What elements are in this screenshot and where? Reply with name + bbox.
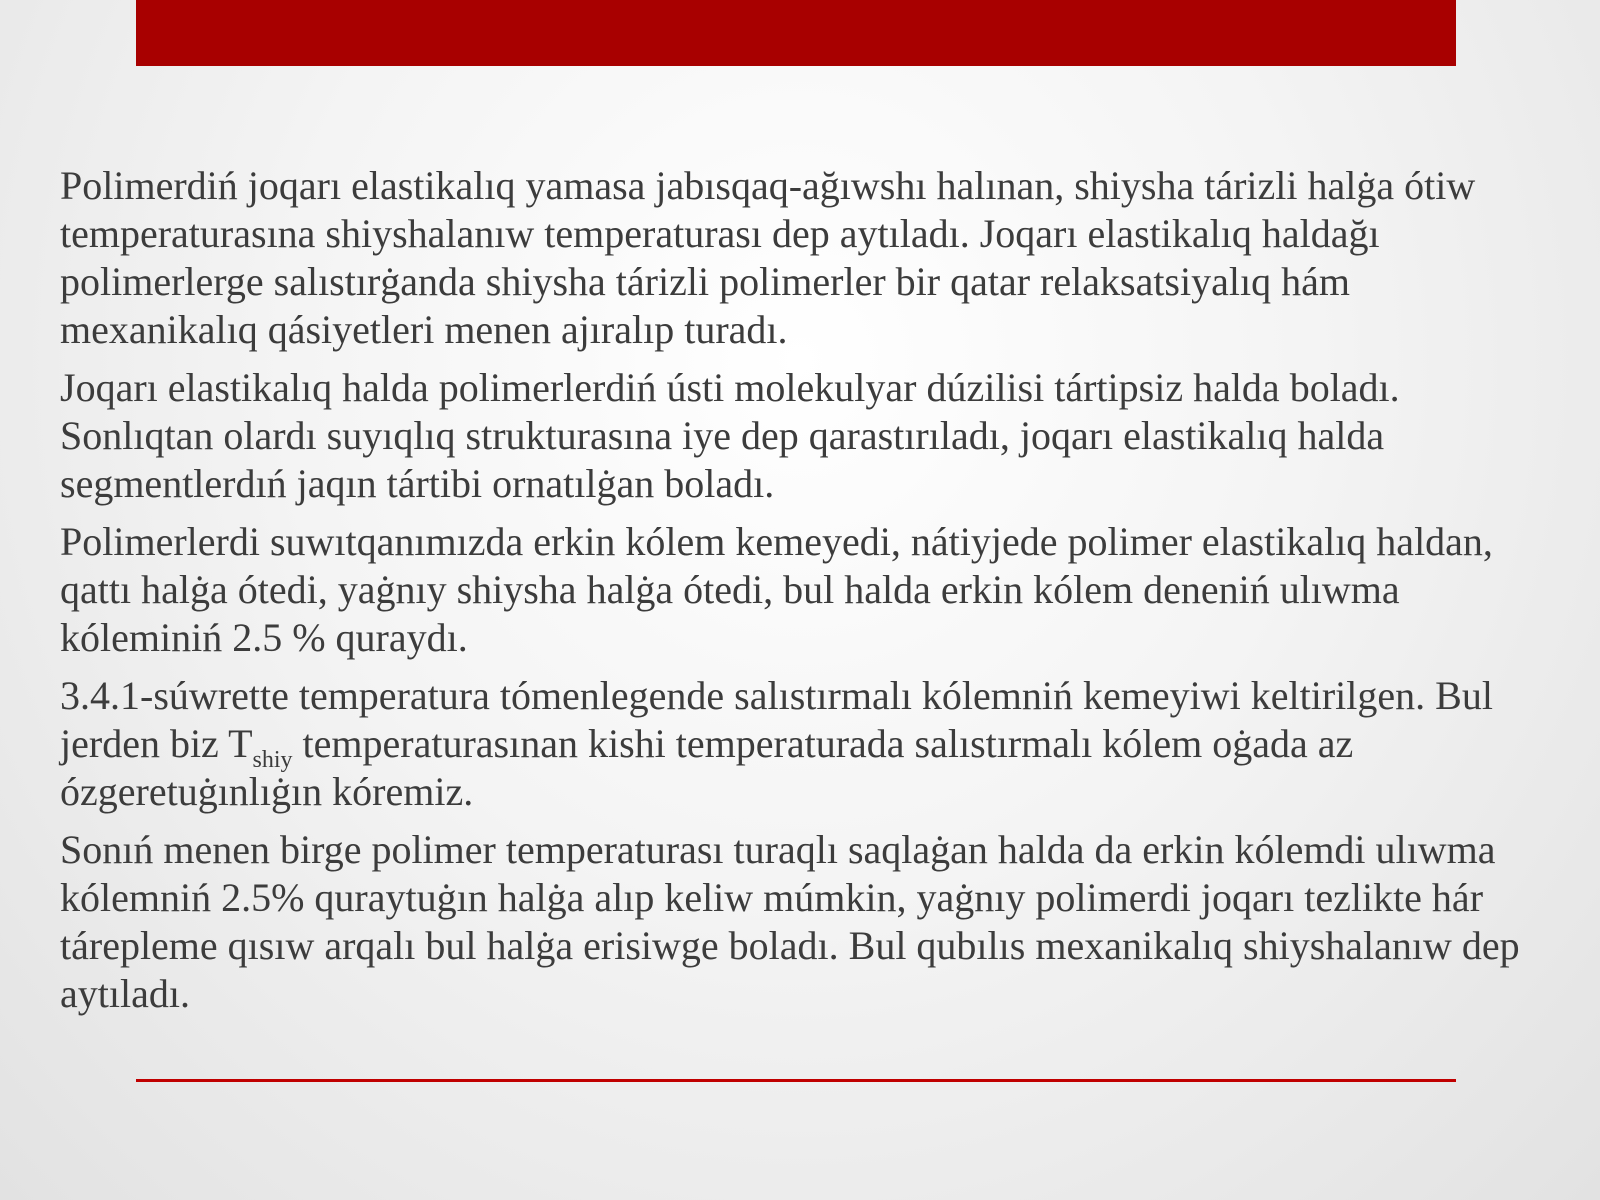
paragraph-4-part2: temperaturasınan kishi temperaturada salıstırmalı kólem oġada az ózgeretuġınlıġın kóremiz. (60, 721, 1354, 814)
title-bar (136, 0, 1456, 66)
body-text (60, 162, 1550, 1028)
bottom-divider (136, 1079, 1456, 1082)
paragraph-5: Sonıń menen birge polimer temperaturası turaqlı saqlaġan halda da erkin kólemdi ulıwma kólemniń 2.5% quraytuġın halġa alıp keliw múmkin, yaġnıy polimerdi joqarı tezlikte hár tárepleme qısıw arqalı bul halġa erisiwge boladı. Bul qubılıs mexanikalıq shiyshalanıw dep aytıladı. (60, 827, 1520, 1016)
paragraph-2: Joqarı elastikalıq halda polimerlerdiń ústi molekulyar dúzilisi tártipsiz halda boladı. Sonlıqtan olardı suyıqlıq strukturasına iye dep qarastırıladı, joqarı elastikalıq halda segmentlerdıń jaqın tártibi ornatılġan boladı. (60, 365, 1400, 506)
t-subscript: shiy (252, 747, 293, 773)
paragraph-3: Polimerlerdi suwıtqanımızda erkin kólem kemeyedi, nátiyjede polimer elastikalıq haldan, qattı halġa ótedi, yaġnıy shiysha halġa ótedi, bul halda erkin kólem deneniń ulıwma kóleminiń 2.5 % quraydı. (60, 519, 1493, 660)
paragraph-4 (60, 672, 1550, 816)
paragraph-1: Polimerdiń joqarı elastikalıq yamasa jabısqaq-ağıwshı halınan, shiysha tárizli halġa ótiw temperaturasına shiyshalanıw temperaturası dep aytıladı. Joqarı elastikalıq haldağı polimerlerge salıstırġanda shiysha tárizli polimerler bir qatar relaksatsiyalıq hám mexanikalıq qásiyetleri menen ajıralıp turadı. (60, 163, 1476, 352)
paragraph-4-part1: 3.4.1-súwrette temperatura tómenlegende salıstırmalı kólemniń kemeyiwi keltirilgen. Bul jerden biz T (60, 673, 1493, 766)
